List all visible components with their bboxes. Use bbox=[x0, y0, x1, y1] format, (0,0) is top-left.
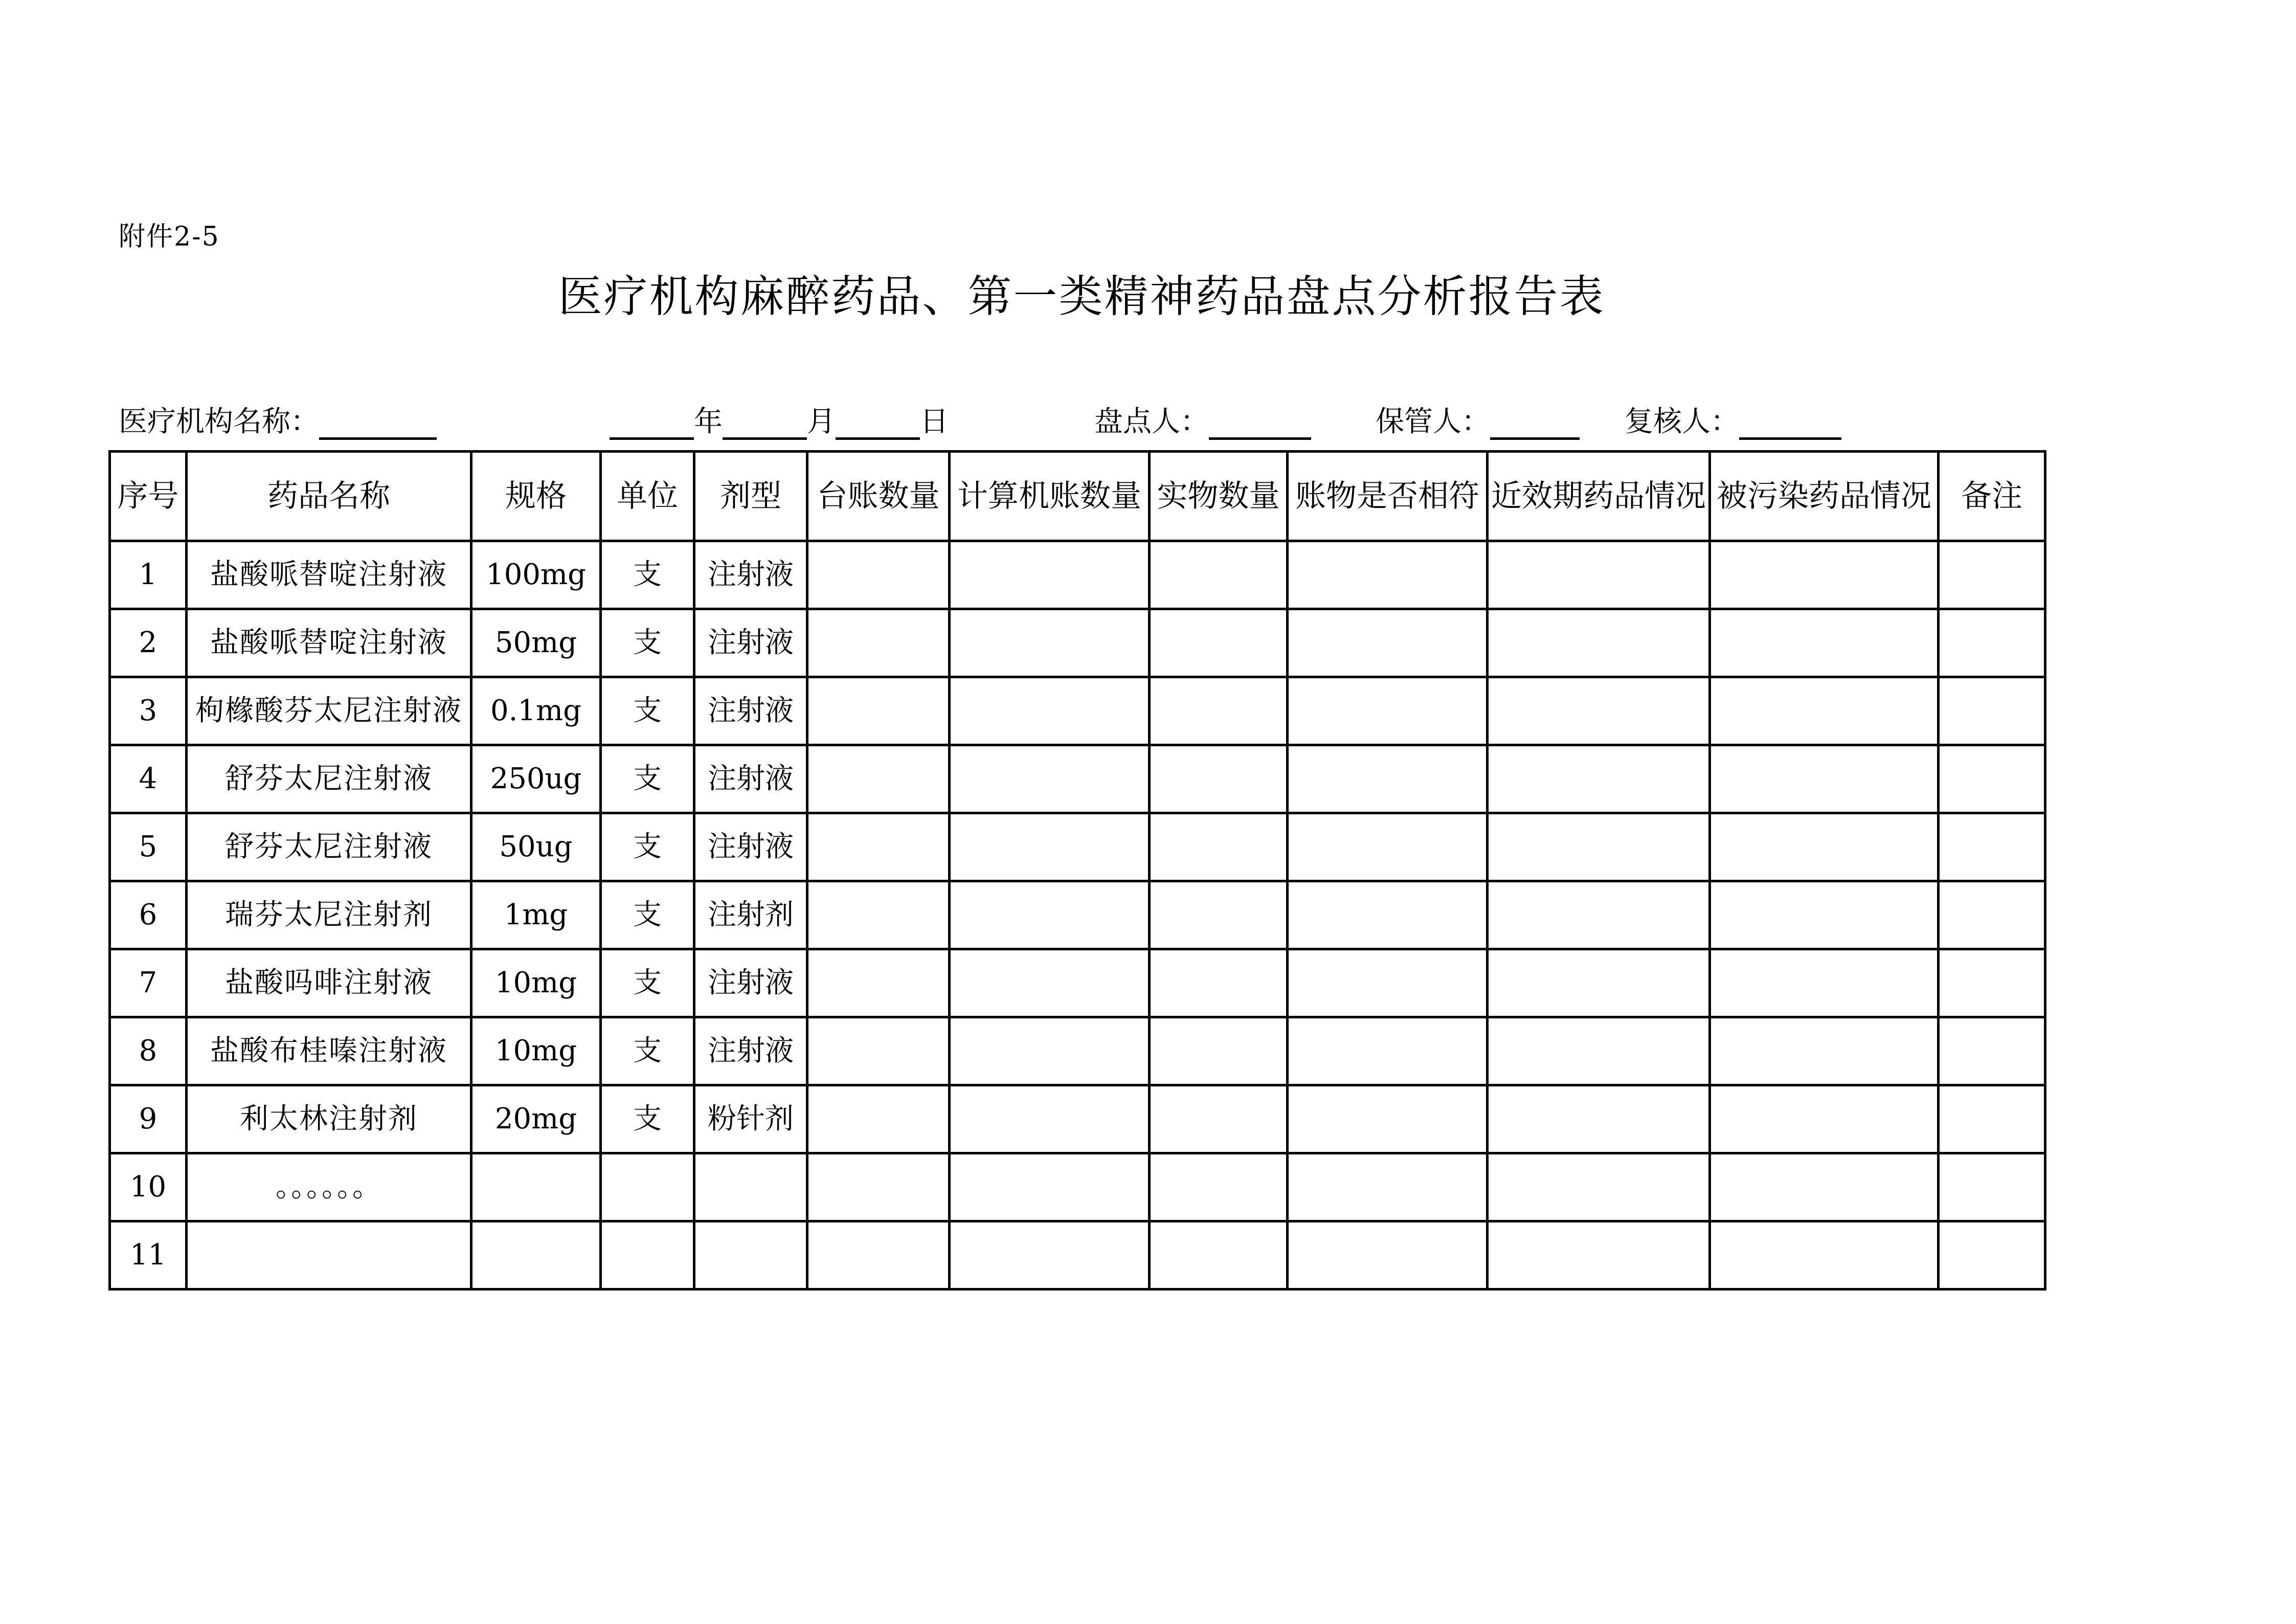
cell-form: 注射液 bbox=[694, 541, 807, 609]
cell-remarks[interactable] bbox=[1939, 813, 2045, 881]
cell-unit: 支 bbox=[601, 813, 694, 881]
cell-unit: 支 bbox=[601, 541, 694, 609]
table-row bbox=[110, 1153, 2045, 1221]
table-row bbox=[110, 1017, 2045, 1085]
cell-near-expiry[interactable] bbox=[1488, 1221, 1710, 1289]
cell-spec: 1mg bbox=[471, 881, 601, 949]
cell-no: 8 bbox=[110, 1017, 187, 1085]
header-match: 账物是否相符 bbox=[1288, 452, 1488, 541]
cell-near-expiry[interactable] bbox=[1488, 1017, 1710, 1085]
day-label: 日 bbox=[920, 405, 949, 438]
header-row bbox=[110, 452, 2045, 541]
cell-name: 舒芬太尼注射液 bbox=[187, 813, 471, 881]
table-row bbox=[110, 813, 2045, 881]
cell-computer-qty[interactable] bbox=[950, 813, 1150, 881]
cell-no: 1 bbox=[110, 541, 187, 609]
cell-match[interactable] bbox=[1288, 1153, 1488, 1221]
cell-computer-qty[interactable] bbox=[950, 541, 1150, 609]
cell-computer-qty[interactable] bbox=[950, 1085, 1150, 1153]
cell-computer-qty[interactable] bbox=[950, 949, 1150, 1017]
cell-no: 3 bbox=[110, 677, 187, 745]
cell-unit: 支 bbox=[601, 609, 694, 677]
cell-remarks[interactable] bbox=[1939, 677, 2045, 745]
cell-form: 注射液 bbox=[694, 949, 807, 1017]
cell-name bbox=[187, 1221, 471, 1289]
year-label: 年 bbox=[694, 405, 723, 438]
institution-blank[interactable] bbox=[319, 408, 437, 440]
cell-name: 舒芬太尼注射液 bbox=[187, 745, 471, 813]
cell-contaminated[interactable] bbox=[1710, 1153, 1939, 1221]
cell-spec: 50ug bbox=[471, 813, 601, 881]
cell-remarks[interactable] bbox=[1939, 609, 2045, 677]
cell-computer-qty[interactable] bbox=[950, 1153, 1150, 1221]
table-row bbox=[110, 949, 2045, 1017]
cell-near-expiry[interactable] bbox=[1488, 1085, 1710, 1153]
cell-spec: 50mg bbox=[471, 609, 601, 677]
cell-ledger-qty[interactable] bbox=[807, 1221, 950, 1289]
header-form: 剂型 bbox=[694, 452, 807, 541]
cell-remarks[interactable] bbox=[1939, 881, 2045, 949]
cell-remarks[interactable] bbox=[1939, 541, 2045, 609]
cell-unit: 支 bbox=[601, 1017, 694, 1085]
cell-near-expiry[interactable] bbox=[1488, 813, 1710, 881]
attachment-label: 附件2-5 bbox=[119, 221, 220, 252]
cell-remarks[interactable] bbox=[1939, 1221, 2045, 1289]
cell-form: 注射液 bbox=[694, 677, 807, 745]
cell-contaminated[interactable] bbox=[1710, 541, 1939, 609]
cell-near-expiry[interactable] bbox=[1488, 1153, 1710, 1221]
cell-remarks[interactable] bbox=[1939, 745, 2045, 813]
table-row bbox=[110, 1085, 2045, 1153]
counter-label: 盘点人： bbox=[1094, 405, 1209, 438]
cell-contaminated[interactable] bbox=[1710, 745, 1939, 813]
cell-unit bbox=[601, 1153, 694, 1221]
cell-name: 。。。。。。 bbox=[187, 1153, 471, 1221]
institution-label: 医疗机构名称： bbox=[119, 405, 319, 438]
cell-match[interactable] bbox=[1288, 1221, 1488, 1289]
cell-ledger-qty[interactable] bbox=[807, 1017, 950, 1085]
cell-physical-qty[interactable] bbox=[1150, 949, 1288, 1017]
cell-near-expiry[interactable] bbox=[1488, 677, 1710, 745]
cell-remarks[interactable] bbox=[1939, 949, 2045, 1017]
cell-name: 瑞芬太尼注射剂 bbox=[187, 881, 471, 949]
cell-unit: 支 bbox=[601, 949, 694, 1017]
month-blank[interactable] bbox=[723, 408, 807, 440]
cell-computer-qty[interactable] bbox=[950, 609, 1150, 677]
cell-form: 注射液 bbox=[694, 813, 807, 881]
cell-physical-qty[interactable] bbox=[1150, 881, 1288, 949]
cell-name: 盐酸哌替啶注射液 bbox=[187, 541, 471, 609]
cell-computer-qty[interactable] bbox=[950, 881, 1150, 949]
table-row bbox=[110, 541, 2045, 609]
cell-physical-qty[interactable] bbox=[1150, 1085, 1288, 1153]
cell-no: 10 bbox=[110, 1153, 187, 1221]
cell-contaminated[interactable] bbox=[1710, 1085, 1939, 1153]
month-label: 月 bbox=[807, 405, 836, 438]
table-row bbox=[110, 881, 2045, 949]
cell-ledger-qty[interactable] bbox=[807, 1085, 950, 1153]
counter-blank[interactable] bbox=[1209, 408, 1311, 440]
cell-contaminated[interactable] bbox=[1710, 1221, 1939, 1289]
cell-match[interactable] bbox=[1288, 541, 1488, 609]
cell-form: 注射液 bbox=[694, 745, 807, 813]
cell-physical-qty[interactable] bbox=[1150, 541, 1288, 609]
cell-near-expiry[interactable] bbox=[1488, 881, 1710, 949]
cell-match[interactable] bbox=[1288, 881, 1488, 949]
cell-computer-qty[interactable] bbox=[950, 745, 1150, 813]
cell-name: 盐酸布桂嗪注射液 bbox=[187, 1017, 471, 1085]
table-row bbox=[110, 1221, 2045, 1289]
cell-spec bbox=[471, 1221, 601, 1289]
cell-match[interactable] bbox=[1288, 745, 1488, 813]
cell-no: 4 bbox=[110, 745, 187, 813]
cell-ledger-qty[interactable] bbox=[807, 609, 950, 677]
year-blank[interactable] bbox=[610, 408, 694, 440]
cell-contaminated[interactable] bbox=[1710, 609, 1939, 677]
cell-form: 粉针剂 bbox=[694, 1085, 807, 1153]
date-field bbox=[610, 399, 949, 440]
reviewer-field bbox=[1625, 399, 1841, 440]
header-contaminated: 被污染药品情况 bbox=[1710, 452, 1939, 541]
cell-no: 9 bbox=[110, 1085, 187, 1153]
cell-no: 2 bbox=[110, 609, 187, 677]
keeper-blank[interactable] bbox=[1490, 408, 1580, 440]
cell-computer-qty[interactable] bbox=[950, 1017, 1150, 1085]
cell-contaminated[interactable] bbox=[1710, 1017, 1939, 1085]
cell-no: 6 bbox=[110, 881, 187, 949]
cell-physical-qty[interactable] bbox=[1150, 1017, 1288, 1085]
cell-unit bbox=[601, 1221, 694, 1289]
cell-no: 11 bbox=[110, 1221, 187, 1289]
cell-ledger-qty[interactable] bbox=[807, 1153, 950, 1221]
cell-remarks[interactable] bbox=[1939, 1153, 2045, 1221]
cell-name: 利太林注射剂 bbox=[187, 1085, 471, 1153]
cell-ledger-qty[interactable] bbox=[807, 813, 950, 881]
cell-match[interactable] bbox=[1288, 609, 1488, 677]
cell-no: 7 bbox=[110, 949, 187, 1017]
cell-match[interactable] bbox=[1288, 1017, 1488, 1085]
cell-match[interactable] bbox=[1288, 813, 1488, 881]
cell-physical-qty[interactable] bbox=[1150, 813, 1288, 881]
cell-remarks[interactable] bbox=[1939, 1085, 2045, 1153]
cell-match[interactable] bbox=[1288, 949, 1488, 1017]
cell-unit: 支 bbox=[601, 677, 694, 745]
cell-no: 5 bbox=[110, 813, 187, 881]
cell-form: 注射液 bbox=[694, 609, 807, 677]
header-no: 序号 bbox=[110, 452, 187, 541]
cell-form bbox=[694, 1153, 807, 1221]
cell-spec: 20mg bbox=[471, 1085, 601, 1153]
cell-remarks[interactable] bbox=[1939, 1017, 2045, 1085]
header-remarks: 备注 bbox=[1939, 452, 2045, 541]
cell-spec: 100mg bbox=[471, 541, 601, 609]
cell-ledger-qty[interactable] bbox=[807, 949, 950, 1017]
keeper-label: 保管人： bbox=[1376, 405, 1490, 438]
table-row bbox=[110, 609, 2045, 677]
institution-field bbox=[119, 399, 437, 440]
cell-contaminated[interactable] bbox=[1710, 949, 1939, 1017]
inventory-table bbox=[108, 450, 2046, 1291]
cell-form: 注射液 bbox=[694, 1017, 807, 1085]
cell-physical-qty[interactable] bbox=[1150, 609, 1288, 677]
cell-computer-qty[interactable] bbox=[950, 1221, 1150, 1289]
cell-contaminated[interactable] bbox=[1710, 813, 1939, 881]
cell-contaminated[interactable] bbox=[1710, 881, 1939, 949]
reviewer-blank[interactable] bbox=[1739, 408, 1841, 440]
cell-form bbox=[694, 1221, 807, 1289]
header-unit: 单位 bbox=[601, 452, 694, 541]
header-spec: 规格 bbox=[471, 452, 601, 541]
cell-name: 盐酸哌替啶注射液 bbox=[187, 609, 471, 677]
header-physical-qty: 实物数量 bbox=[1150, 452, 1288, 541]
day-blank[interactable] bbox=[836, 408, 920, 440]
cell-computer-qty[interactable] bbox=[950, 677, 1150, 745]
cell-ledger-qty[interactable] bbox=[807, 745, 950, 813]
cell-name: 盐酸吗啡注射液 bbox=[187, 949, 471, 1017]
form-title: 医疗机构麻醉药品、第一类精神药品盘点分析报告表 bbox=[558, 271, 1605, 322]
cell-spec: 10mg bbox=[471, 949, 601, 1017]
cell-physical-qty[interactable] bbox=[1150, 1153, 1288, 1221]
table-body bbox=[110, 541, 2045, 1289]
reviewer-label: 复核人： bbox=[1625, 405, 1739, 438]
cell-match[interactable] bbox=[1288, 677, 1488, 745]
cell-unit: 支 bbox=[601, 1085, 694, 1153]
table-row bbox=[110, 745, 2045, 813]
cell-spec bbox=[471, 1153, 601, 1221]
cell-ledger-qty[interactable] bbox=[807, 541, 950, 609]
cell-form: 注射剂 bbox=[694, 881, 807, 949]
cell-near-expiry[interactable] bbox=[1488, 609, 1710, 677]
cell-near-expiry[interactable] bbox=[1488, 541, 1710, 609]
counter-field bbox=[1094, 399, 1311, 440]
keeper-field bbox=[1376, 399, 1580, 440]
cell-near-expiry[interactable] bbox=[1488, 949, 1710, 1017]
cell-spec: 0.1mg bbox=[471, 677, 601, 745]
header-ledger-qty: 台账数量 bbox=[807, 452, 950, 541]
cell-physical-qty[interactable] bbox=[1150, 1221, 1288, 1289]
header-near-expiry: 近效期药品情况 bbox=[1488, 452, 1710, 541]
cell-ledger-qty[interactable] bbox=[807, 881, 950, 949]
cell-spec: 250ug bbox=[471, 745, 601, 813]
cell-name: 枸橼酸芬太尼注射液 bbox=[187, 677, 471, 745]
header-name: 药品名称 bbox=[187, 452, 471, 541]
cell-spec: 10mg bbox=[471, 1017, 601, 1085]
cell-contaminated[interactable] bbox=[1710, 677, 1939, 745]
cell-ledger-qty[interactable] bbox=[807, 677, 950, 745]
cell-unit: 支 bbox=[601, 745, 694, 813]
cell-physical-qty[interactable] bbox=[1150, 745, 1288, 813]
cell-physical-qty[interactable] bbox=[1150, 677, 1288, 745]
cell-unit: 支 bbox=[601, 881, 694, 949]
cell-match[interactable] bbox=[1288, 1085, 1488, 1153]
cell-near-expiry[interactable] bbox=[1488, 745, 1710, 813]
table-row bbox=[110, 677, 2045, 745]
header-computer-qty: 计算机账数量 bbox=[950, 452, 1150, 541]
